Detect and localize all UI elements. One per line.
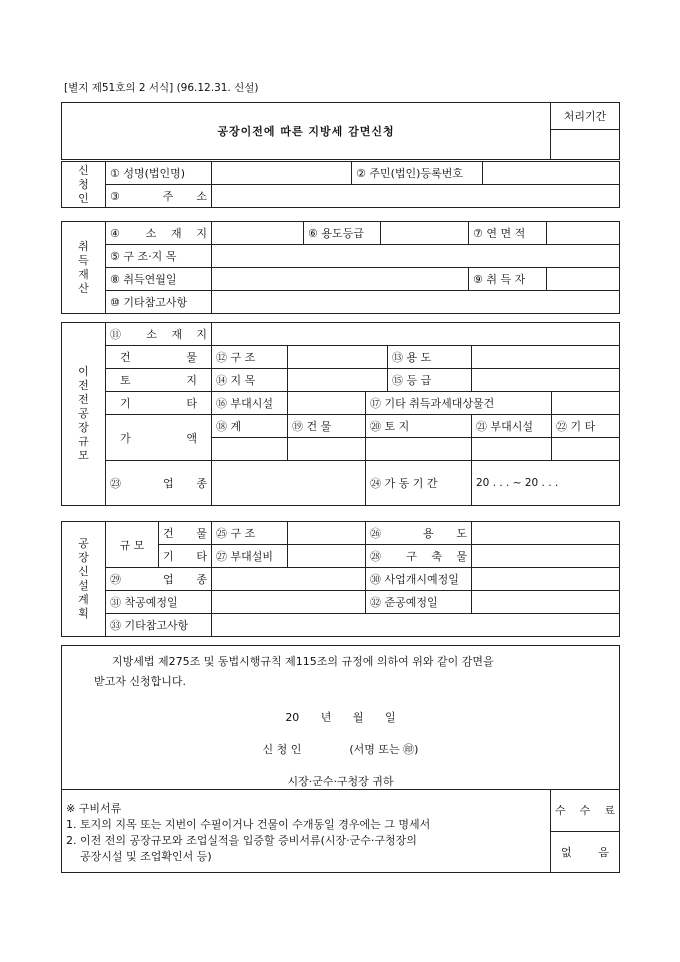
title-block [61, 102, 620, 160]
structure-field[interactable] [212, 245, 620, 268]
jimok-field[interactable] [288, 369, 388, 392]
declaration-line1: 지방세법 제275조 및 동법시행규칙 제115조의 규정에 의하여 위와 같이 감면을 [112, 655, 494, 668]
plan-structure-field[interactable] [288, 522, 366, 545]
price-land-label: ⑳ 토 지 [366, 415, 472, 438]
use-grade-label: ⑥ 용도등급 [304, 222, 381, 245]
operation-period-field[interactable]: 20 . . . ~ 20 . . . [472, 461, 620, 506]
prev-structure-field[interactable] [288, 346, 388, 369]
address-label: ③ 주 소 [106, 185, 212, 208]
acquirer-label: ⑨ 취 득 자 [469, 268, 547, 291]
facility-field[interactable] [288, 392, 366, 415]
plan-facility-field[interactable] [288, 545, 366, 568]
plan-section-label: 공 장 신 설 계 획 [62, 522, 106, 637]
page-title: 공장이전에 따른 지방세 감면신청 [62, 103, 551, 160]
address-field[interactable] [212, 185, 620, 208]
start-biz-label: ㉚ 사업개시예정일 [366, 568, 472, 591]
footer-section [61, 789, 620, 873]
fee-label: 수 수 료 [551, 790, 620, 832]
structure-label: ⑤ 구 조·지 목 [106, 245, 212, 268]
previous-section [61, 322, 620, 506]
plan-building-label: 건 물 [159, 522, 212, 545]
price-facility-label: ㉑ 부대시설 [472, 415, 552, 438]
previous-section-label: 이 전 전 공 장 규 모 [62, 323, 106, 506]
grade-label: ⑮ 등 급 [388, 369, 472, 392]
price-building-field[interactable] [288, 438, 366, 461]
land-label: 토 지 [106, 369, 212, 392]
price-other-field[interactable] [552, 438, 620, 461]
prev-use-field[interactable] [472, 346, 620, 369]
doc1: 1. 토지의 지목 또는 지번이 수필이거나 건물이 수개동일 경우에는 그 명세서 [66, 817, 431, 831]
etc-item-label: ⑰ 기타 취득과세대상물건 [366, 392, 552, 415]
plan-etc-label: 기 타 [159, 545, 212, 568]
docs-title: ※ 구비서류 [66, 801, 122, 815]
price-total-label: ⑱ 계 [212, 415, 288, 438]
building-label: 건 물 [106, 346, 212, 369]
plan-section [61, 521, 620, 637]
industry-field[interactable] [212, 461, 366, 506]
start-date-label: ㉛ 착공예정일 [106, 591, 212, 614]
applicant-section-label: 신 청 인 [62, 162, 106, 208]
applicant-section [61, 161, 620, 208]
price-facility-field[interactable] [472, 438, 552, 461]
acquired-other-field[interactable] [212, 291, 620, 314]
plan-other-label: ㉝ 기타참고사항 [106, 614, 212, 637]
operation-label: ㉔ 가 동 기 간 [366, 461, 472, 506]
construct-label: ㉘ 구 축 물 [366, 545, 472, 568]
scale-label: 규 모 [106, 522, 159, 568]
plan-use-field[interactable] [472, 522, 620, 545]
start-biz-field[interactable] [472, 568, 620, 591]
finish-date-field[interactable] [472, 591, 620, 614]
industry-label: ㉓ 업 종 [106, 461, 212, 506]
price-building-label: ⑲ 건 물 [288, 415, 366, 438]
facility-label: ⑯ 부대시설 [212, 392, 288, 415]
acquirer-field[interactable] [547, 268, 620, 291]
regno-label: ② 주민(법인)등록번호 [352, 162, 483, 185]
construct-field[interactable] [472, 545, 620, 568]
name-label: ① 성명(법인명) [106, 162, 212, 185]
area-field[interactable] [547, 222, 620, 245]
declaration-applicant-label: 신 청 인 [262, 743, 302, 756]
grade-field[interactable] [472, 369, 620, 392]
use-grade-field[interactable] [381, 222, 469, 245]
plan-use-label: ㉖ 용 도 [366, 522, 472, 545]
acq-date-label: ⑧ 취득연월일 [106, 268, 212, 291]
name-field[interactable] [212, 162, 352, 185]
acquired-location-field[interactable] [212, 222, 304, 245]
fee-value: 없 음 [551, 831, 620, 873]
etc-label: 기 타 [106, 392, 212, 415]
prev-location-label: ⑪ 소 재 지 [106, 323, 212, 346]
processing-period-field[interactable] [551, 130, 620, 160]
acq-date-field[interactable] [212, 268, 469, 291]
finish-date-label: ㉜ 준공예정일 [366, 591, 472, 614]
price-label: 가 액 [106, 415, 212, 461]
acquired-section-label: 취 득 재 산 [62, 222, 106, 314]
regno-field[interactable] [483, 162, 620, 185]
price-land-field[interactable] [366, 438, 472, 461]
plan-industry-field[interactable] [212, 568, 366, 591]
declaration-addressee: 시장·군수·구청장 귀하 [287, 775, 394, 788]
price-total-field[interactable] [212, 438, 288, 461]
processing-period-label: 처리기간 [551, 103, 620, 130]
declaration-line2: 받고자 신청합니다. [94, 675, 187, 688]
start-date-field[interactable] [212, 591, 366, 614]
doc2: 2. 이전 전의 공장규모와 조업실적을 입증할 증비서류(시장·군수·구청장의 [66, 833, 417, 847]
prev-use-label: ⑬ 용 도 [388, 346, 472, 369]
prev-structure-label: ⑫ 구 조 [212, 346, 288, 369]
form-caption: [별지 제51호의 2 서식] (96.12.31. 신설) [64, 82, 259, 94]
acquired-section [61, 221, 620, 314]
price-other-label: ㉒ 기 타 [552, 415, 620, 438]
area-label: ⑦ 연 면 적 [469, 222, 547, 245]
plan-facility-label: ㉗ 부대설비 [212, 545, 288, 568]
declaration-date: 20 년 월 일 [285, 711, 396, 724]
acquired-location-label: ④ 소 재 지 [106, 222, 212, 245]
plan-industry-label: ㉙ 업 종 [106, 568, 212, 591]
declaration-section [61, 645, 620, 790]
jimok-label: ⑭ 지 목 [212, 369, 288, 392]
doc2-continued: 공장시설 및 조업확인서 등) [80, 849, 212, 863]
prev-location-field[interactable] [212, 323, 620, 346]
plan-structure-label: ㉕ 구 조 [212, 522, 288, 545]
declaration-signature: (서명 또는 ㊞) [349, 743, 419, 756]
etc-item-field[interactable] [552, 392, 620, 415]
acquired-other-label: ⑩ 기타참고사항 [106, 291, 212, 314]
plan-other-field[interactable] [212, 614, 620, 637]
